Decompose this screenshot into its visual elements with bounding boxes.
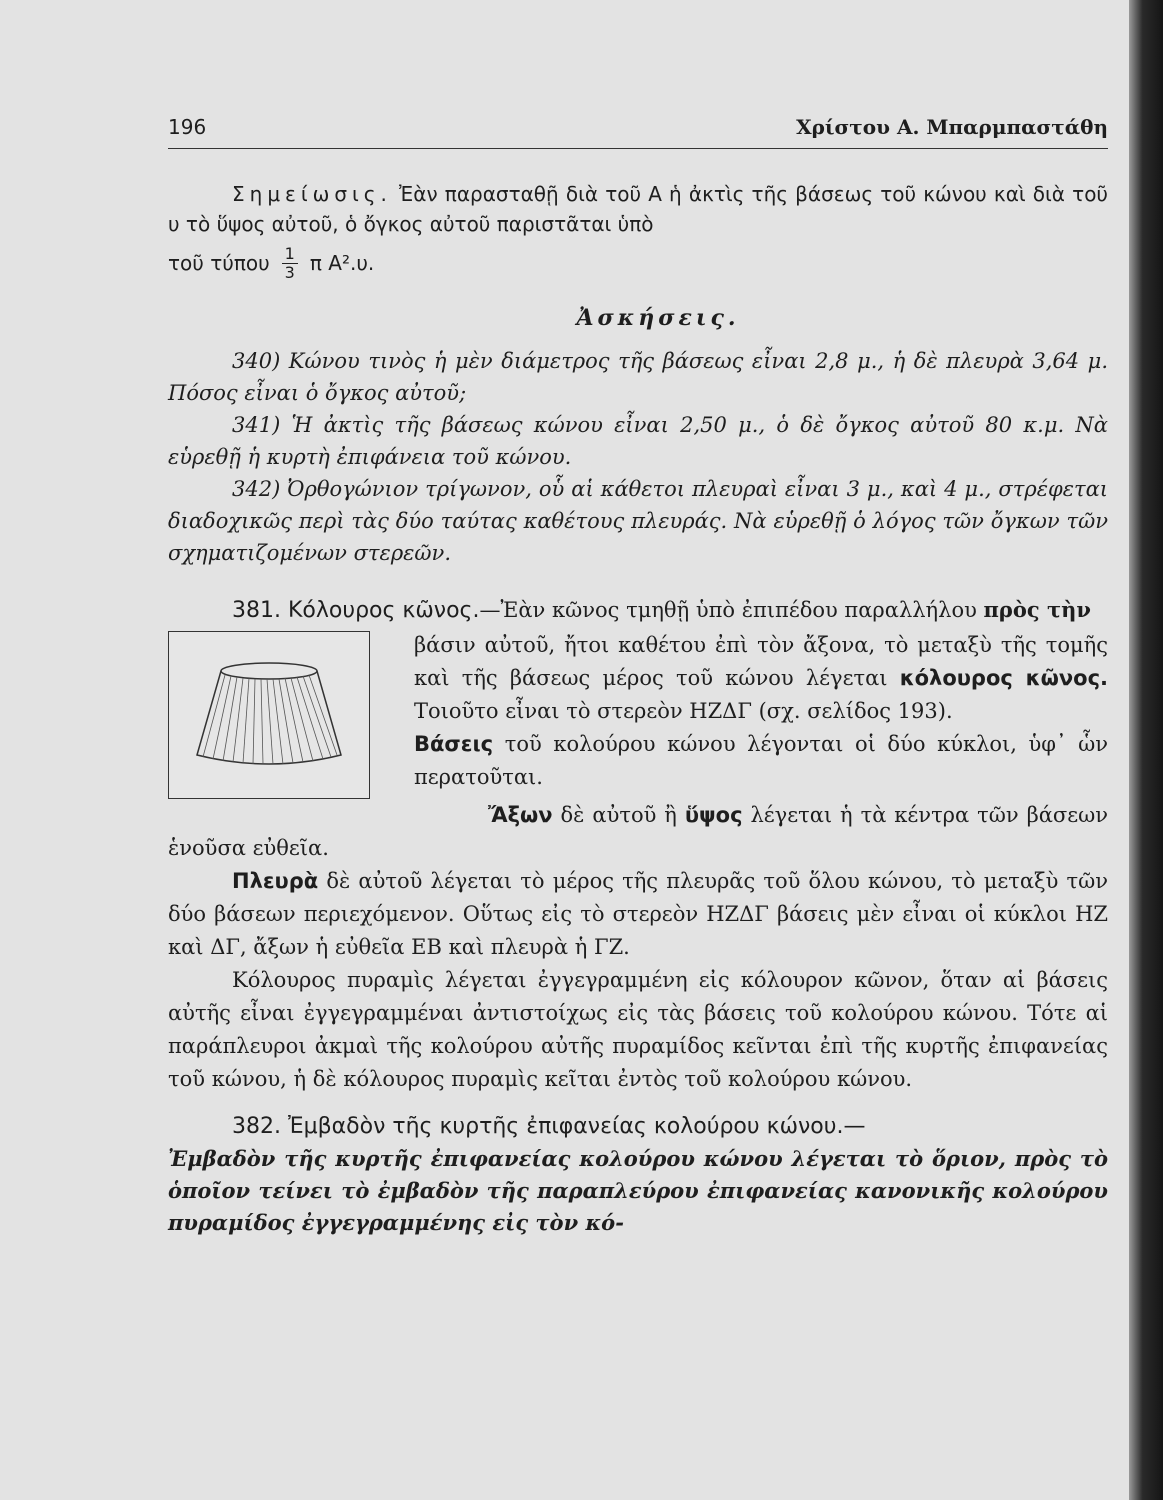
note-text: Ἐὰν παρασταθῇ διὰ τοῦ Α ἡ ἀκτὶς τῆς βάσεως τοῦ κώνου καὶ διὰ τοῦ υ τὸ ὕψος αὐτοῦ, ὁ ὄγκος αὐτοῦ παριστᾶται ὑπὸ xyxy=(168,182,1108,236)
definition-paragraph xyxy=(414,629,1108,728)
term-axis: Ἄξων xyxy=(488,803,553,827)
page-header xyxy=(168,110,1108,149)
section-382-definition: Ἐμβαδὸν τῆς κυρτῆς ἐπιφανείας κολούρου κώνου λέγεται τὸ ὅριον, πρὸς τὸ ὁποῖον τείνει τὸ ἐμβαδὸν τῆς παραπλεύρου ἐπιφανείας κανονικῆς κολούρου πυραμίδος ἐγγεγραμμένης εἰς τὸν κό- xyxy=(168,1146,1108,1235)
formula-prefix: τοῦ τύπου xyxy=(168,251,270,275)
exercise-342: 342) Ὀρθογώνιον τρίγωνον, οὗ αἱ κάθετοι πλευραὶ εἶναι 3 μ., καὶ 4 μ., στρέφεται διαδοχικῶς περὶ τὰς δύο ταύτας καθέτους πλευράς. Νὰ εὑρεθῇ ὁ λόγος τῶν ὄγκων τῶν σχηματιζομένων στερεῶν. xyxy=(168,477,1108,565)
term-height: ὕψος xyxy=(684,803,743,827)
bases-paragraph xyxy=(414,728,1108,794)
figure-row xyxy=(168,629,1108,799)
fraction-numerator: 1 xyxy=(282,245,298,264)
book-spine-shadow xyxy=(1129,0,1163,1500)
intro-bold-text: πρὸς τὴν xyxy=(983,597,1091,622)
book-page xyxy=(168,110,1108,1500)
pyramid-paragraph: Κόλουρος πυραμὶς λέγεται ἐγγεγραμμένη εἰς κόλουρον κῶνον, ὅταν αἱ βάσεις αὐτῆς εἶναι ἐγγεγραμμέναι ἀντιστοίχως εἰς τὰς βάσεις τοῦ κολούρου κώνου. Τότε αἱ παράπλευροι ἀκμαὶ τῆς κολούρου αὐτῆς πυραμίδος κεῖνται ἐπὶ τῆς κυρτῆς ἐπιφανείας τοῦ κώνου, ἡ δὲ κόλουρος πυραμὶς κεῖται ἐντὸς τοῦ κολούρου κώνου. xyxy=(168,968,1108,1091)
exercise-341: 341) Ἡ ἀκτὶς τῆς βάσεως κώνου εἶναι 2,50 μ., ὁ δὲ ὄγκος αὐτοῦ 80 κ.μ. Νὰ εὑρεθῇ ἡ κυρτὴ ἐπιφάνεια τοῦ κώνου. xyxy=(168,413,1108,469)
intro-text: Ἐὰν κῶνος τμηθῇ ὑπὸ ἐπιπέδου παραλλήλου xyxy=(500,598,984,622)
side-text: δὲ αὐτοῦ λέγεται τὸ μέρος τῆς πλευρᾶς τοῦ ὅλου κώνου, τὸ μεταξὺ τῶν δύο βάσεων περιεχόμενον. Οὕτως εἰς τὸ στερεὸν ΗΖΔΓ βάσεις μὲν εἶναι οἱ κύκλοι ΗΖ καὶ ΔΓ, ἄξων ἡ εὐθεῖα ΕΒ καὶ πλευρὰ ἡ ΓΖ. xyxy=(168,869,1108,959)
section-382-heading: 382. Ἐμβαδὸν τῆς κυρτῆς ἐπιφανείας κολούρου κώνου.— xyxy=(232,1114,866,1139)
after-term-text: Τοιοῦτο εἶναι τὸ στερεὸν ΗΖΔΓ (σχ. σελίδος 193). xyxy=(414,699,953,723)
bases-text: τοῦ κολούρου κώνου λέγονται οἱ δύο κύκλοι, ὑφ᾽ ὧν περατοῦται. xyxy=(414,732,1108,789)
exercise-340: 340) Κώνου τινὸς ἡ μὲν διάμετρος τῆς βάσεως εἶναι 2,8 μ., ἡ δὲ πλευρὰ 3,64 μ. Πόσος εἶναι ὁ ὄγκος αὐτοῦ; xyxy=(168,349,1108,405)
axis-mid-text: δὲ αὐτοῦ ἢ xyxy=(552,803,685,827)
fraction-denominator: 3 xyxy=(284,263,295,282)
frustum-figure xyxy=(168,631,370,799)
axis-rest-text: λέγεται ἡ τὰ κέντρα τῶν βάσεων ἑνοῦσα εὐθεῖα. xyxy=(168,803,1109,860)
frustum-drawing xyxy=(189,655,349,775)
note-label: Σημείωσις. xyxy=(232,182,392,206)
note-paragraph xyxy=(168,179,1108,239)
term-bases: Βάσεις xyxy=(414,732,494,756)
intro-rest-text: βάσιν αὐτοῦ, ἤτοι καθέτου ἐπὶ τὸν ἄξονα, τὸ μεταξὺ τῆς τομῆς καὶ τῆς βάσεως μέρος τοῦ κώνου λέγεται xyxy=(414,633,1108,690)
section-381-heading: 381. Κόλουρος κῶνος. xyxy=(232,598,480,623)
exercises-title: Ἀσκήσεις. xyxy=(576,305,740,331)
running-title: Χρίστου Α. Μπαρμπαστάθη xyxy=(796,115,1108,139)
heading-dash: — xyxy=(479,598,501,622)
term-side: Πλευρὰ xyxy=(232,869,319,893)
figure-side-text xyxy=(414,629,1108,794)
volume-formula xyxy=(168,245,1108,282)
axis-paragraph xyxy=(168,799,1108,865)
fraction xyxy=(282,245,298,282)
section-381-intro xyxy=(168,593,1108,627)
page-number: 196 xyxy=(168,115,207,139)
formula-suffix: π Α².υ. xyxy=(309,251,375,275)
side-paragraph xyxy=(168,865,1108,964)
term-frustum: κόλουρος κῶνος. xyxy=(899,666,1109,690)
